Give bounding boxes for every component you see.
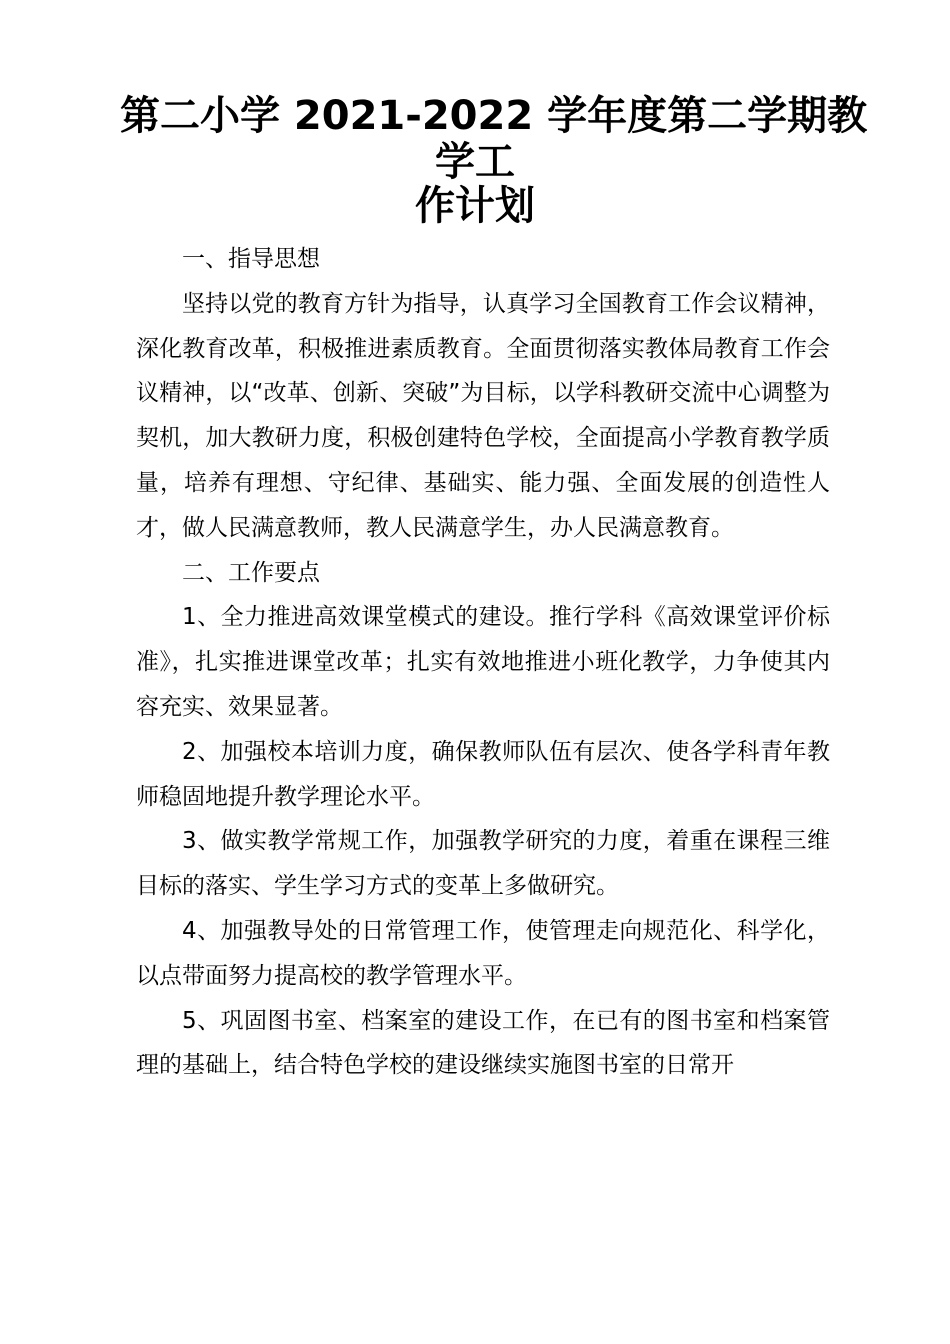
paragraph-guiding-thought: 坚持以党的教育方针为指导，认真学习全国教育工作会议精神，深化教育改革，积极推进素质教育。全面贯彻落实教体局教育工作会议精神，以“改革、创新、突破”为目标，以学科教研交流中心调整为契机，加大教研力度，积极创建特色学校，全面提高小学教育教学质量，培养有理想、守纪律、基础实、能力强、全面发展的创造性人才，做人民满意教师，教人民满意学生，办人民满意教育。 [136, 290, 830, 541]
work-point-3: 3、做实教学常规工作，加强教学研究的力度，着重在课程三维目标的落实、学生学习方式的变革上多做研究。 [136, 828, 830, 900]
document-title-line-2: 学工 [435, 139, 515, 185]
document-body [136, 237, 830, 1088]
work-point-1: 1、全力推进高效课堂模式的建设。推行学科《高效课堂评价标准》，扎实推进课堂改革；扎实有效地推进小班化教学，力争使其内容充实、效果显著。 [136, 604, 830, 720]
work-point-4: 4、加强教导处的日常管理工作，使管理走向规范化、科学化，以点带面努力提高校的教学管理水平。 [136, 917, 830, 989]
work-point-5: 5、巩固图书室、档案室的建设工作，在已有的图书室和档案管理的基础上，结合特色学校的建设继续实施图书室的日常开 [136, 1007, 830, 1079]
section-heading-guiding-thought: 一、指导思想 [182, 246, 320, 272]
work-point-2: 2、加强校本培训力度，确保教师队伍有层次、使各学科青年教师稳固地提升教学理论水平。 [136, 738, 830, 810]
document-title-line-1: 第二小学 2021-2022 学年度第二学期教 [120, 93, 868, 139]
section-heading-work-points: 二、工作要点 [182, 559, 320, 586]
document-title-line-3: 作计划 [415, 183, 535, 229]
